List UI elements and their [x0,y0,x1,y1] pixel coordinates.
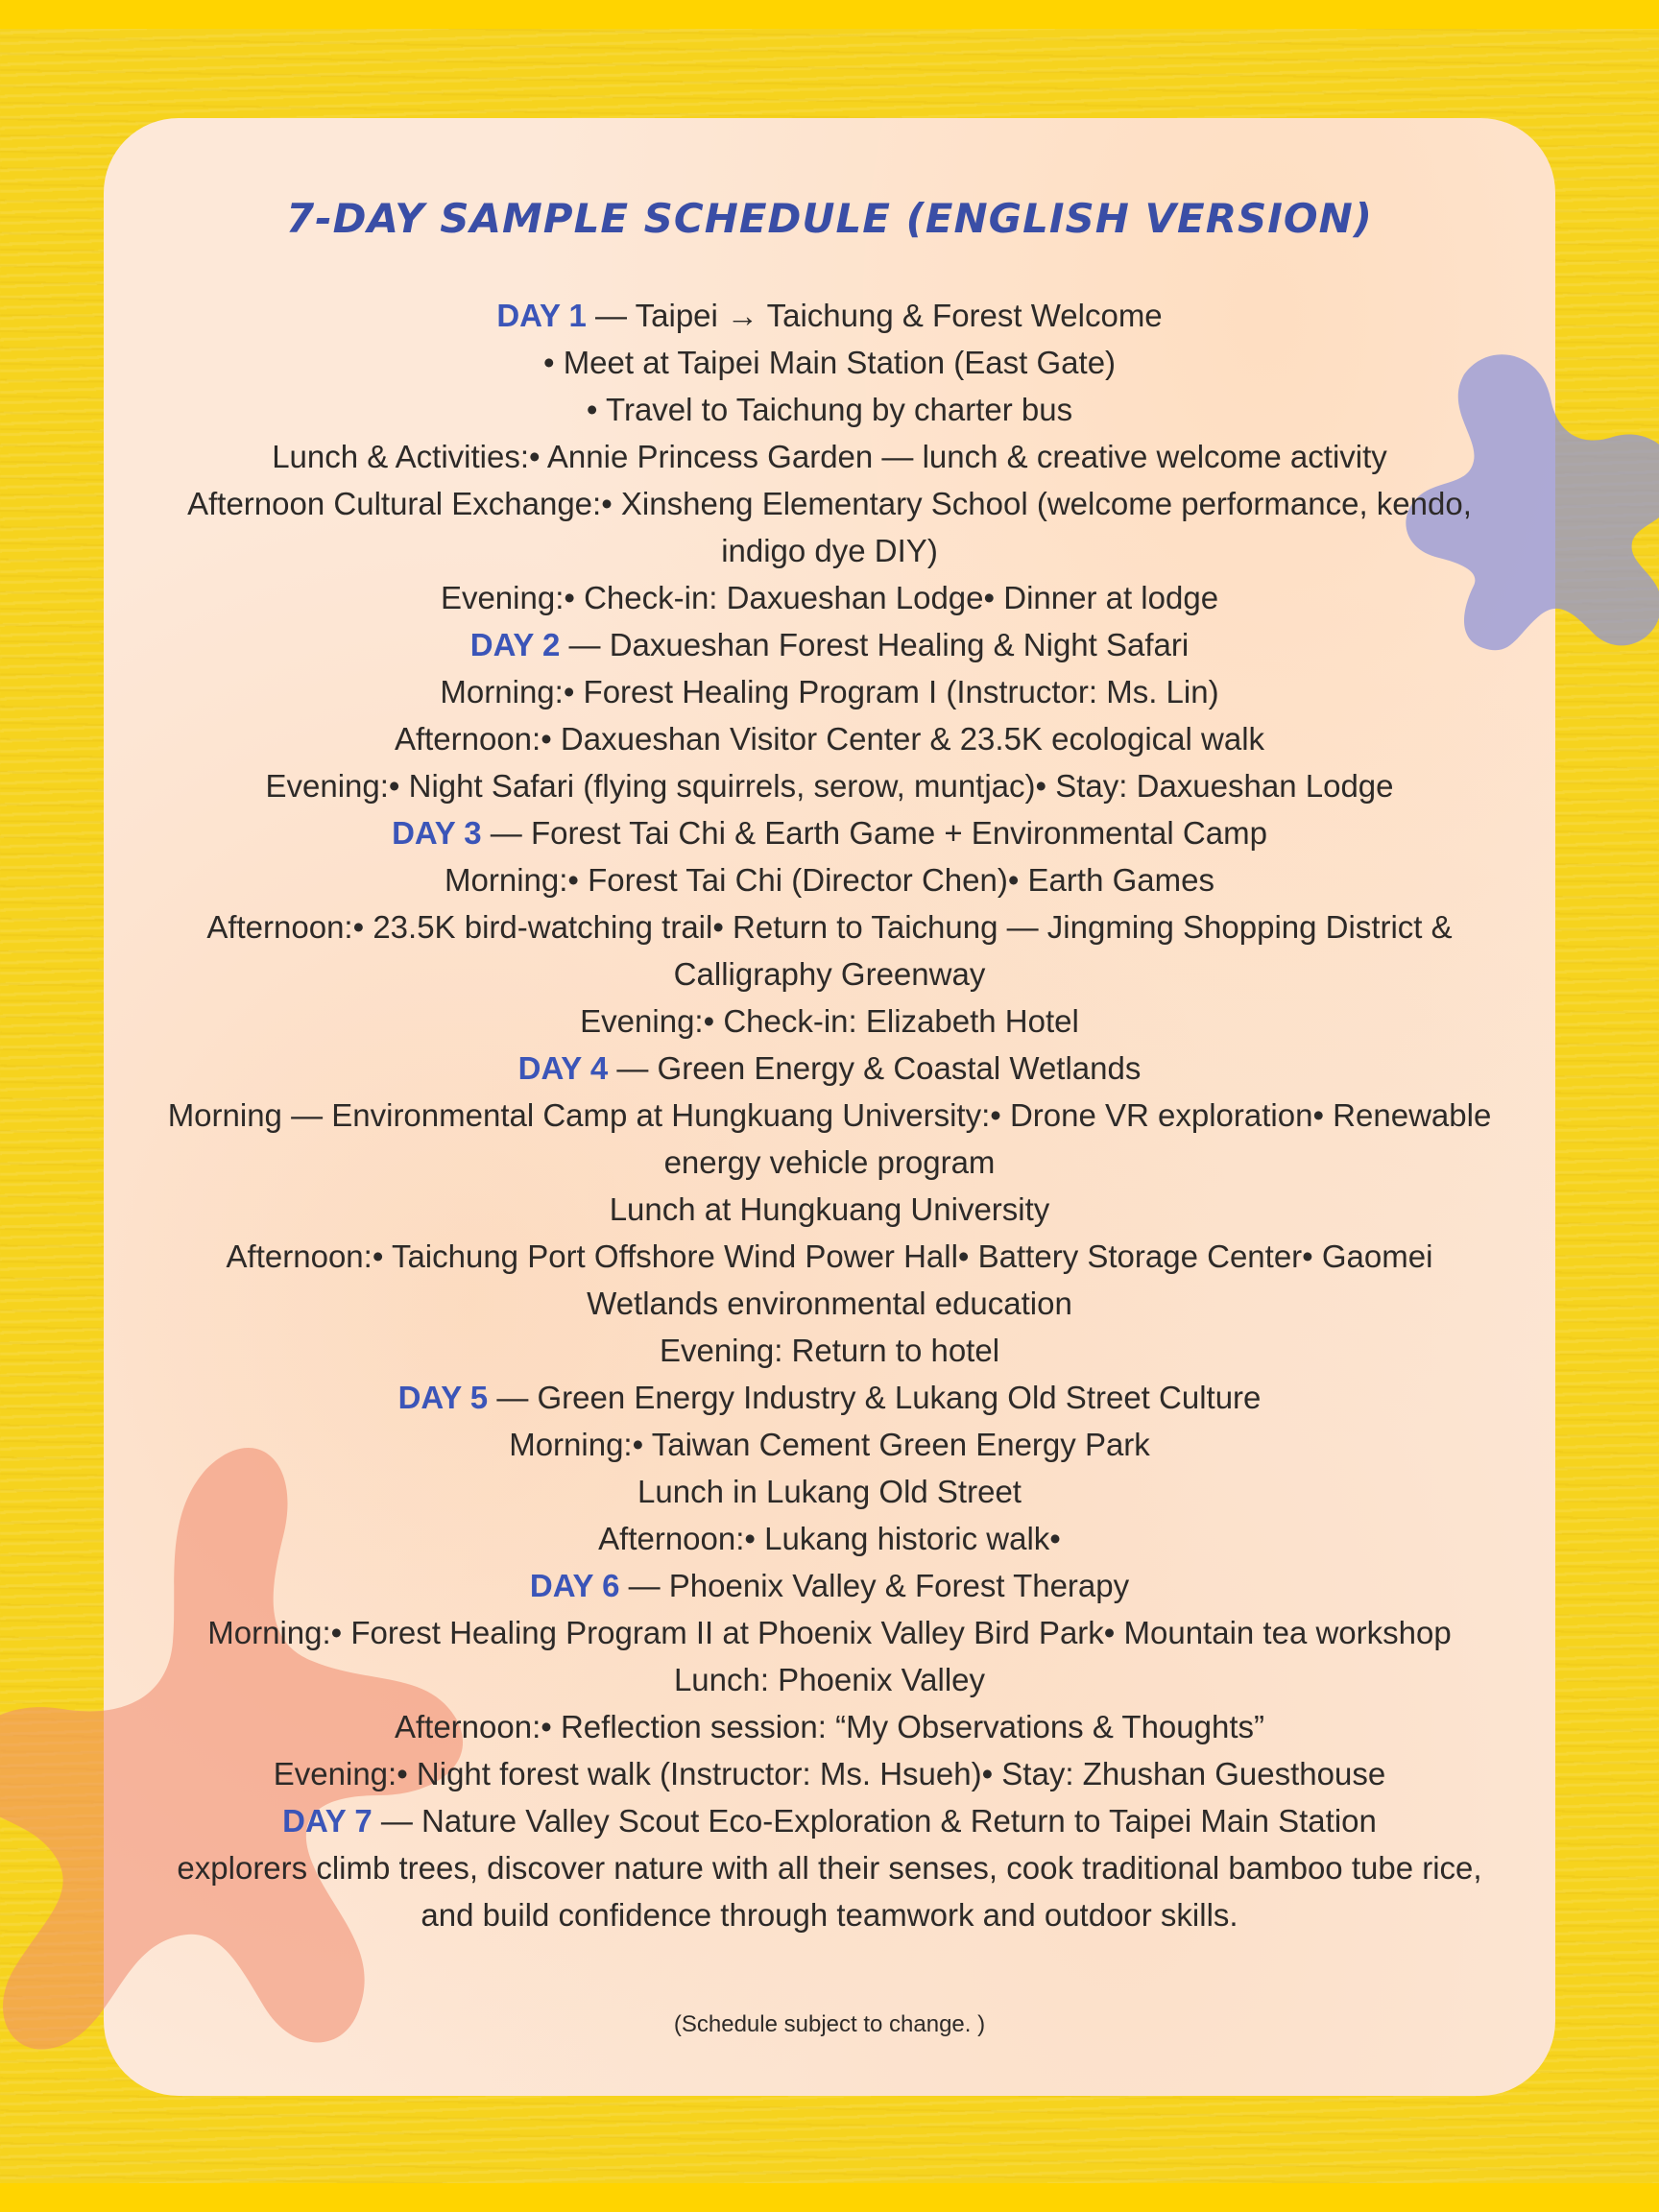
schedule-item: Afternoon:• Lukang historic walk• [598,1521,1061,1556]
day-title: — Phoenix Valley & Forest Therapy [619,1568,1130,1603]
day-heading [161,1797,1498,1844]
day-label: DAY 2 [469,627,561,662]
schedule-item: Lunch & Activities:• Annie Princess Garden — lunch & creative welcome activity [272,439,1387,474]
schedule-item: Morning:• Forest Healing Program II at Phoenix Valley Bird Park• Mountain tea workshop [207,1615,1452,1650]
schedule-note: (Schedule subject to change. ) [673,2011,986,2037]
page-title: 7-DAY SAMPLE SCHEDULE (ENGLISH VERSION) [286,195,1373,242]
schedule-item: Evening:• Check-in: Daxueshan Lodge• Dinner at lodge [440,580,1219,615]
day-label: DAY 4 [517,1050,609,1086]
schedule-item: Evening:• Night Safari (flying squirrels, serow, muntjac)• Stay: Daxueshan Lodge [265,768,1394,804]
schedule-item: Afternoon:• 23.5K bird-watching trail• Return to Taichung — Jingming Shopping District & Calligraphy Greenway [206,909,1453,992]
day-heading [161,809,1498,856]
day-title: — Nature Valley Scout Eco-Exploration & Return to Taipei Main Station [372,1803,1377,1839]
day-heading [161,292,1498,339]
schedule-item: Evening:• Check-in: Elizabeth Hotel [580,1003,1079,1039]
schedule-item: Morning — Environmental Camp at Hungkuang University:• Drone VR exploration• Renewable energy vehicle program [167,1097,1492,1180]
schedule-item: Morning:• Taiwan Cement Green Energy Park [509,1427,1150,1462]
schedule-item: explorers climb trees, discover nature with all their senses, cook traditional bamboo tube rice, and build confidence through teamwork and outdoor skills. [177,1850,1482,1933]
schedule-content [104,118,1555,2096]
day-title: — Forest Tai Chi & Earth Game + Environmental Camp [481,815,1267,851]
schedule-item: • Travel to Taichung by charter bus [586,392,1073,427]
schedule-item: Morning:• Forest Tai Chi (Director Chen)• Earth Games [445,862,1214,898]
schedule-item: Lunch in Lukang Old Street [637,1474,1022,1509]
bottom-border-band [0,2183,1659,2212]
schedule-item: Morning:• Forest Healing Program I (Instructor: Ms. Lin) [440,674,1219,709]
schedule-item: Afternoon:• Daxueshan Visitor Center & 23.5K ecological walk [394,721,1265,757]
day-heading [161,1562,1498,1609]
day-label: DAY 5 [397,1380,489,1415]
schedule-list [161,292,1498,1938]
schedule-item: Lunch at Hungkuang University [609,1191,1050,1227]
schedule-item: Afternoon:• Reflection session: “My Observations & Thoughts” [394,1709,1265,1744]
day-heading [161,621,1498,668]
day-label: DAY 3 [392,815,482,851]
day-title: — Green Energy & Coastal Wetlands [608,1050,1142,1086]
top-border-band [0,0,1659,29]
day-title: — Daxueshan Forest Healing & Night Safari [560,627,1190,662]
schedule-item: • Meet at Taipei Main Station (East Gate) [542,345,1117,380]
day-title: — Taipei → Taichung & Forest Welcome [586,298,1163,333]
day-title: — Green Energy Industry & Lukang Old Street Culture [488,1380,1262,1415]
day-label: DAY 6 [529,1568,620,1603]
schedule-item: Afternoon:• Taichung Port Offshore Wind Power Hall• Battery Storage Center• Gaomei Wetlands environmental education [226,1238,1433,1321]
schedule-item: Lunch: Phoenix Valley [673,1662,986,1697]
schedule-item: Evening:• Night forest walk (Instructor: Ms. Hsueh)• Stay: Zhushan Guesthouse [273,1756,1386,1791]
day-heading [161,1045,1498,1092]
day-heading [161,1374,1498,1421]
day-label: DAY 7 [282,1803,373,1839]
schedule-item: Afternoon Cultural Exchange:• Xinsheng Elementary School (welcome performance, kendo, indigo dye DIY) [187,486,1472,568]
day-label: DAY 1 [496,298,587,333]
schedule-item: Evening: Return to hotel [659,1333,1000,1368]
